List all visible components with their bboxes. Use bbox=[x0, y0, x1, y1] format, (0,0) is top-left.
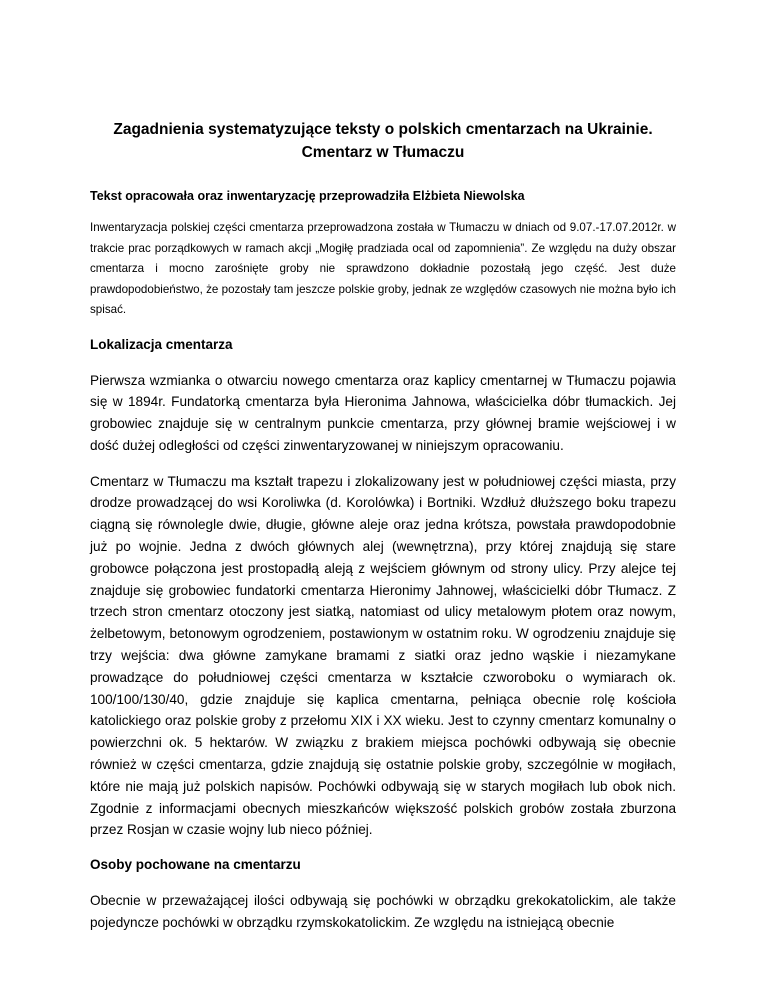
location-paragraph-1: Pierwsza wzmianka o otwarciu nowego cmentarza oraz kaplicy cmentarnej w Tłumaczu pojawia się w 1894r. Fundatorką cmentarza była Hieronima Jahnowa, właścicielka dóbr tłumackich. Jej grobowiec znajduje się w centralnym punkcie cmentarza, przy głównej bramie wejściowej i w dość dużej odległości od części zinwentaryzowanej w niniejszym opracowaniu. bbox=[90, 372, 676, 453]
author-line: Tekst opracowała oraz inwentaryzację przeprowadziła Elżbieta Niewolska bbox=[90, 189, 525, 203]
title-line-1: Zagadnienia systematyzujące teksty o polskich cmentarzach na Ukrainie. bbox=[113, 121, 653, 138]
section-heading-location: Lokalizacja cmentarza bbox=[90, 336, 233, 352]
location-paragraph-2: Cmentarz w Tłumaczu ma kształt trapezu i zlokalizowany jest w południowej części miasta, przy drodze prowadzącej do wsi Koroliwka (d. Korolówka) i Bortniki. Wzdłuż dłuższego boku trapezu ciągną się równolegle dwie, długie, główne aleje oraz jedna krótsza, powstała prawdopodobnie już po wojnie. Jedna z dwóch głównych alej (wewnętrzna), przy której znajdują się stare grobowce połączona jest prostopadłą aleją z wejściem głównym od strony ulicy. Przy alejce tej znajduje się grobowiec fundatorki cmentarza Hieronimy Jahnowej, właścicielki dóbr Tłumacz. Z trzech stron cmentarz otoczony jest siatką, natomiast od ulicy metalowym płotem oraz nowym, żelbetowym, betonowym ogrodzeniem, postawionym w ostatnim roku. W ogrodzeniu znajduje się trzy wejścia: dwa główne zamykane bramami z siatki oraz jedno wąskie i niezamykane prowadzące do południowej części cmentarza w kształcie czworoboku o wymiarach ok. 100/100/130/40, gdzie znajduje się kaplica cmentarna, pełniąca obecnie rolę kościoła katolickiego oraz polskie groby z przełomu XIX i XX wieku. Jest to czynny cmentarz komunalny o powierzchni ok. 5 hektarów. W związku z brakiem miejsca pochówki odbywają się obecnie również w części cmentarza, gdzie znajdują się ostatnie polskie groby, szczególnie w mogiłach, które nie mają już polskich napisów. Pochówki odbywają się w starych mogiłach lub obok nich. Zgodnie z informacjami obecnych mieszkańców większość polskich grobów została zburzona przez Rosjan w czasie wojny lub nieco później. bbox=[90, 473, 676, 838]
intro-paragraph: Inwentaryzacja polskiej części cmentarza przeprowadzona została w Tłumaczu w dniach od 9.07.-17.07.2012r. w trakcie prac porządkowych w ramach akcji „Mogiłę pradziada ocal od zapomnienia”. Ze względu na duży obszar cmentarza i mocno zarośnięte groby nie sprawdzono dokładnie pozostałą jego część. Jest duże prawdopodobieństwo, że pozostały tam jeszcze polskie groby, jednak ze względów czasowych nie można było ich spisać. bbox=[90, 221, 676, 316]
section-heading-buried: Osoby pochowane na cmentarzu bbox=[90, 857, 301, 873]
title-line-2: Cmentarz w Tłumaczu bbox=[301, 144, 465, 161]
document-content bbox=[90, 118, 676, 934]
buried-paragraph-1: Obecnie w przeważającej ilości odbywają się pochówki w obrządku grekokatolickim, ale także pojedyncze pochówki w obrządku rzymskokatolickim. Ze względu na istniejącą obecnie bbox=[90, 893, 676, 931]
document-title bbox=[90, 118, 676, 164]
